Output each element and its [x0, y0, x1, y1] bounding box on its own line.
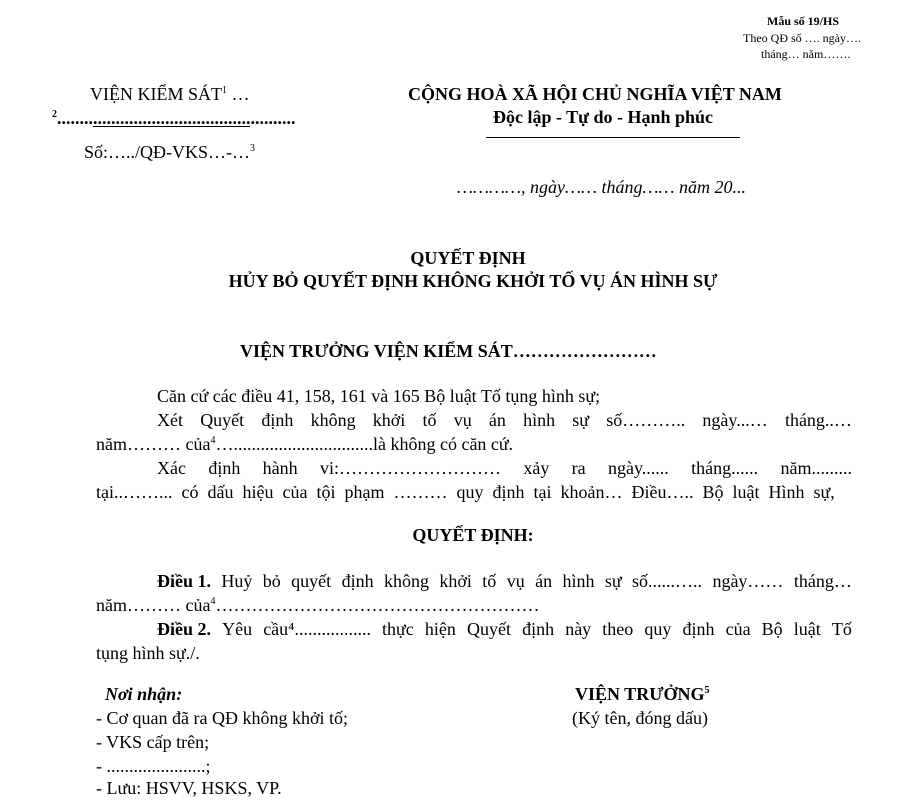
word: vụ: [453, 410, 472, 430]
word: tố: [482, 571, 497, 591]
word: ngày......: [607, 458, 669, 478]
form-reference-line2: tháng… năm…….: [761, 47, 851, 61]
date-line: …………, ngày…… tháng…… năm 20...: [457, 177, 747, 197]
word: Hình: [768, 482, 805, 502]
form-reference-line1: Theo QĐ số …. ngày….: [743, 31, 861, 45]
word: Bộ: [761, 619, 783, 639]
word: quyết: [291, 571, 332, 591]
recipients-heading: Nơi nhận:: [105, 684, 183, 704]
word: tháng......: [691, 458, 759, 478]
word: Bộ: [702, 482, 724, 502]
footnote-4: 4: [210, 435, 216, 446]
word: Quyết: [200, 410, 245, 430]
agency-name: VIỆN KIỂM SÁT$^1$ …: [90, 84, 250, 104]
word: Điều…..: [631, 482, 694, 502]
word: số………..: [606, 410, 686, 430]
word: cầu⁴.................: [263, 619, 371, 639]
legal-basis: Căn cứ các điều 41, 158, 161 và 165 Bộ luật Tố tụng hình sự;: [157, 386, 601, 406]
word: vi:………………………: [319, 458, 501, 478]
recipient-item: - Cơ quan đã ra QĐ không khởi tố;: [96, 708, 348, 728]
form-code: Mẫu số 19/HS: [767, 14, 840, 28]
agency-unit-line: $^2$.....................................................: [52, 108, 296, 128]
word: khoản…: [560, 482, 623, 502]
article-2-line2: tụng hình sự./.: [96, 643, 200, 663]
word: hình: [523, 410, 556, 430]
recipient-item: - VKS cấp trên;: [96, 732, 210, 752]
decide-heading: QUYẾT ĐỊNH:: [412, 525, 534, 545]
footnote-1: 1: [222, 85, 227, 96]
word: định: [492, 482, 525, 502]
word: hình: [562, 571, 595, 591]
footnote-2: 2: [52, 109, 57, 120]
word: định: [522, 619, 555, 639]
word: tội: [316, 482, 336, 502]
footnote-5: 5: [704, 685, 710, 696]
word: hiệu: [242, 482, 274, 502]
word: có: [181, 482, 199, 502]
word: Yêu: [222, 619, 253, 639]
word: luật: [793, 619, 821, 639]
word: số......…..: [632, 571, 703, 591]
consider-paragraph-line2: năm……… của$^4$…...............................là không có căn cứ.: [96, 434, 514, 454]
word: ngày……: [712, 571, 784, 591]
word: luật: [732, 482, 760, 502]
article-2-label: Điều 2.: [157, 619, 211, 639]
word: sự: [572, 410, 590, 430]
word: án: [488, 410, 506, 430]
word: theo: [602, 619, 634, 639]
word: sự,: [813, 482, 835, 502]
article-1-label: Điều 1.: [157, 571, 211, 591]
word: khởi: [439, 571, 472, 591]
word: tại..……...: [96, 482, 173, 502]
word: thực: [382, 619, 414, 639]
word: Xác: [157, 458, 186, 478]
word: của: [725, 619, 751, 639]
document-number: Số:…../QĐ-VKS…-…$^3$: [84, 142, 256, 162]
motto-underline: [486, 137, 740, 138]
word: tháng…: [793, 571, 852, 591]
word: tháng..…: [784, 410, 852, 430]
recipient-item: - Lưu: HSVV, HSKS, VP.: [96, 778, 282, 798]
recipient-item: - ......................;: [96, 756, 211, 776]
word: phạm: [344, 482, 385, 502]
nation-title: CỘNG HOÀ XÃ HỘI CHỦ NGHĨA VIỆT NAM: [408, 84, 782, 104]
word: dấu: [207, 482, 234, 502]
word: Huỷ: [221, 571, 253, 591]
article-1-line1: [157, 571, 852, 592]
word: năm.........: [780, 458, 852, 478]
word: xảy: [523, 458, 550, 478]
signature-note: (Ký tên, đóng dấu): [572, 708, 708, 728]
word: sự: [604, 571, 622, 591]
article-1-line2: năm……… của$^4$………………………………………………: [96, 595, 540, 615]
decision-subtitle: HỦY BỎ QUYẾT ĐỊNH KHÔNG KHỞI TỐ VỤ ÁN HÌNH SỰ: [228, 271, 718, 291]
word: vụ: [506, 571, 525, 591]
word: bỏ: [262, 571, 281, 591]
nation-motto: Độc lập - Tự do - Hạnh phúc: [493, 107, 714, 127]
agency-underline: [93, 126, 250, 127]
word: ………: [393, 482, 448, 502]
issuing-authority: VIỆN TRƯỞNG VIỆN KIỂM SÁT……………………: [240, 341, 657, 361]
word: Quyết: [466, 619, 511, 639]
word: này: [565, 619, 592, 639]
word: tố: [422, 410, 437, 430]
footnote-4-article-1: 4: [210, 596, 216, 607]
determine-paragraph-line1: [157, 458, 852, 479]
word: Xét: [157, 410, 183, 430]
decision-title: QUYẾT ĐỊNH: [410, 248, 526, 268]
footnote-3: 3: [250, 143, 256, 154]
word: không: [383, 571, 429, 591]
word: quy: [456, 482, 484, 502]
word: hành: [262, 458, 298, 478]
word: không: [310, 410, 356, 430]
word: hiện: [424, 619, 456, 639]
word: định: [341, 571, 374, 591]
word: khởi: [372, 410, 406, 430]
word: định: [682, 619, 715, 639]
word: ra: [571, 458, 586, 478]
word: ngày...…: [702, 410, 768, 430]
consider-paragraph-line1: [157, 410, 852, 431]
word: của: [282, 482, 308, 502]
word: tại: [533, 482, 552, 502]
word: quy: [644, 619, 672, 639]
word: án: [535, 571, 553, 591]
determine-paragraph-line2: [96, 482, 835, 503]
word: định: [208, 458, 241, 478]
signature-title: VIỆN TRƯỞNG$^5$: [575, 684, 710, 704]
word: định: [261, 410, 294, 430]
article-2-line1: [157, 619, 852, 640]
word: Tố: [831, 619, 852, 639]
